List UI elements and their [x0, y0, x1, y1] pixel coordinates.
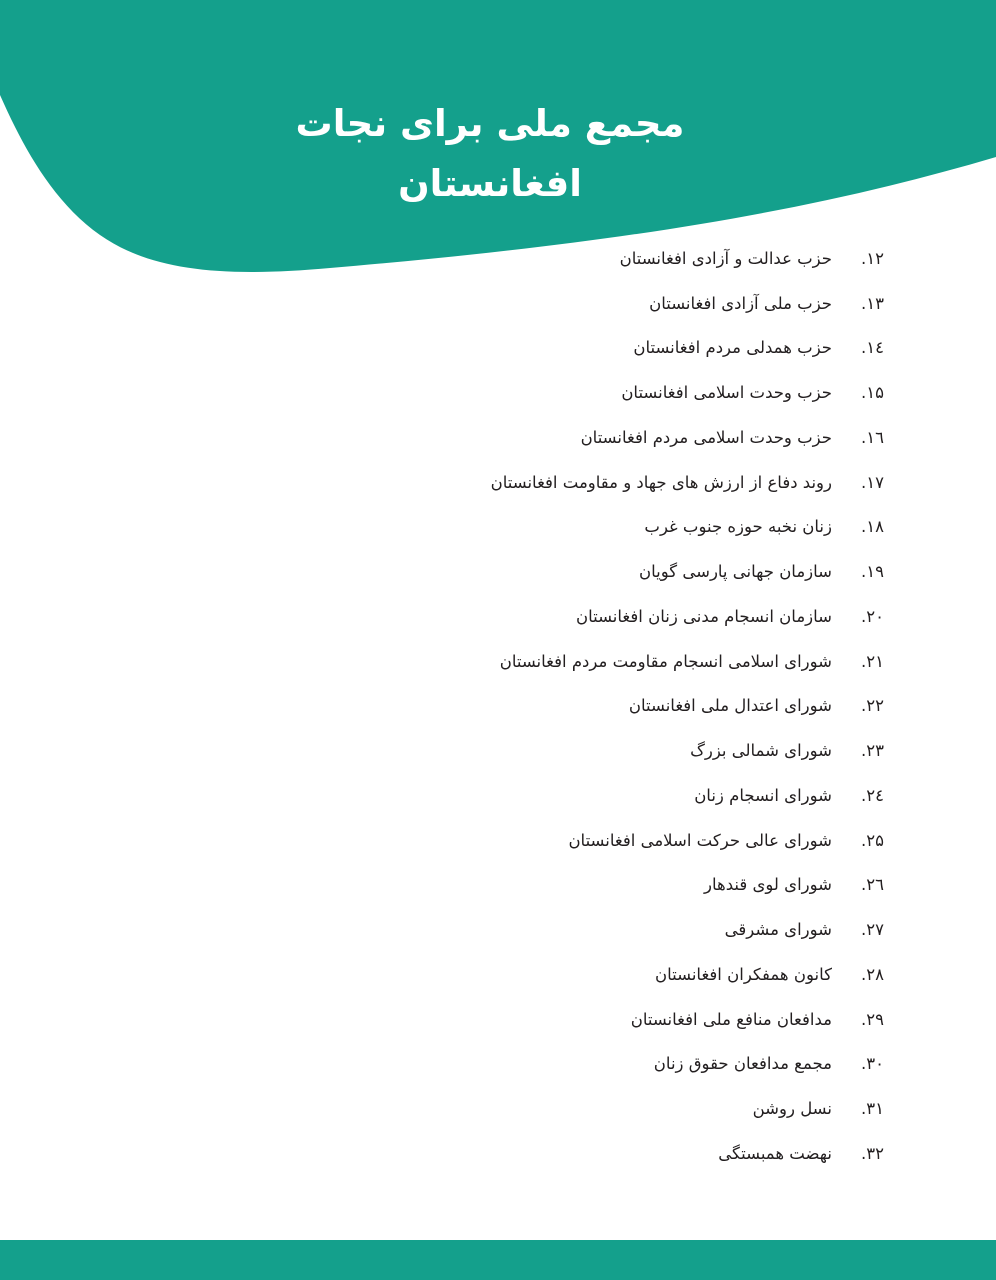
list-item-text: شورای مشرقی [724, 920, 832, 940]
list-item-number: ۲۷. [861, 920, 884, 940]
list-item-text: زنان نخبه حوزه جنوب غرب [644, 517, 832, 537]
list-item-text: شورای اعتدال ملی افغانستان [628, 696, 832, 716]
list-item-text: شورای لوی قندهار [704, 875, 832, 895]
list-item-text: شورای اسلامی انسجام مقاومت مردم افغانستان [499, 651, 832, 671]
list-item-text: سازمان انسجام مدنی زنان افغانستان [575, 606, 832, 626]
list-item-number: ۳۰. [861, 1054, 884, 1074]
list-item [491, 728, 884, 773]
list-item-text: شورای شمالی بزرگ [690, 741, 832, 761]
list-item [491, 997, 884, 1042]
list-item-text: روند دفاع از ارزش های جهاد و مقاومت افغانستان [490, 472, 832, 492]
list-item [491, 281, 884, 326]
list-item [491, 907, 884, 952]
list-item-text: حزب وحدت اسلامی افغانستان [621, 383, 832, 403]
list-item-text: سازمان جهانی پارسی گویان [639, 562, 832, 582]
list-item [491, 505, 884, 550]
list-item-number: ۱٦. [861, 427, 884, 447]
list-item-text: حزب ملی آزادی افغانستان [649, 293, 832, 313]
list-item-number: ۲۵. [861, 830, 884, 850]
list-item [491, 639, 884, 684]
list-item-text: نسل روشن [752, 1099, 832, 1119]
list-item-text: کانون همفکران افغانستان [654, 964, 832, 984]
footer-bar [0, 1240, 996, 1280]
list-item [491, 1042, 884, 1087]
list-item-text: حزب وحدت اسلامی مردم افغانستان [580, 427, 832, 447]
list-item-text: حزب همدلی مردم افغانستان [633, 338, 832, 358]
list-item-text: مدافعان منافع ملی افغانستان [630, 1009, 832, 1029]
list-item-text: نهضت همبستگی [718, 1143, 832, 1163]
list-item-number: ۲۸. [861, 964, 884, 984]
list-item-text: شورای انسجام زنان [694, 785, 832, 805]
list-item [491, 549, 884, 594]
list-item-number: ۲۰. [861, 606, 884, 626]
list-item [491, 326, 884, 371]
list-item-number: ۳۱. [861, 1099, 884, 1119]
list-item-number: ۲٤. [861, 785, 884, 805]
list-item [491, 370, 884, 415]
list-item-number: ۲٦. [861, 875, 884, 895]
list-item [491, 236, 884, 281]
list-item-text: شورای عالی حرکت اسلامی افغانستان [568, 830, 832, 850]
list-item-number: ۲۹. [861, 1009, 884, 1029]
list-item-number: ۱٤. [861, 338, 884, 358]
list-item [491, 594, 884, 639]
page-title: مجمع ملی برای نجات افغانستان [295, 102, 685, 205]
list-item [491, 952, 884, 997]
list-item [491, 863, 884, 908]
list-item-text: مجمع مدافعان حقوق زنان [653, 1054, 832, 1074]
list-item-number: ۱۲. [861, 248, 884, 268]
list-item-number: ۱۵. [861, 383, 884, 403]
list-item [491, 460, 884, 505]
list-item-number: ۲۲. [861, 696, 884, 716]
list-item [491, 415, 884, 460]
list-item-number: ۱۸. [861, 517, 884, 537]
list-item [491, 1086, 884, 1131]
list-item-number: ۱۷. [861, 472, 884, 492]
list-item-text: حزب عدالت و آزادی افغانستان [619, 248, 832, 268]
list-item-number: ۲۳. [861, 741, 884, 761]
list-item [491, 684, 884, 729]
list-item-number: ۳۲. [861, 1143, 884, 1163]
list-item [491, 818, 884, 863]
list-item-number: ۱۹. [861, 562, 884, 582]
list-item-number: ۲۱. [861, 651, 884, 671]
organization-list [491, 236, 884, 1176]
list-item [491, 773, 884, 818]
list-item-number: ۱۳. [861, 293, 884, 313]
list-item [491, 1131, 884, 1176]
